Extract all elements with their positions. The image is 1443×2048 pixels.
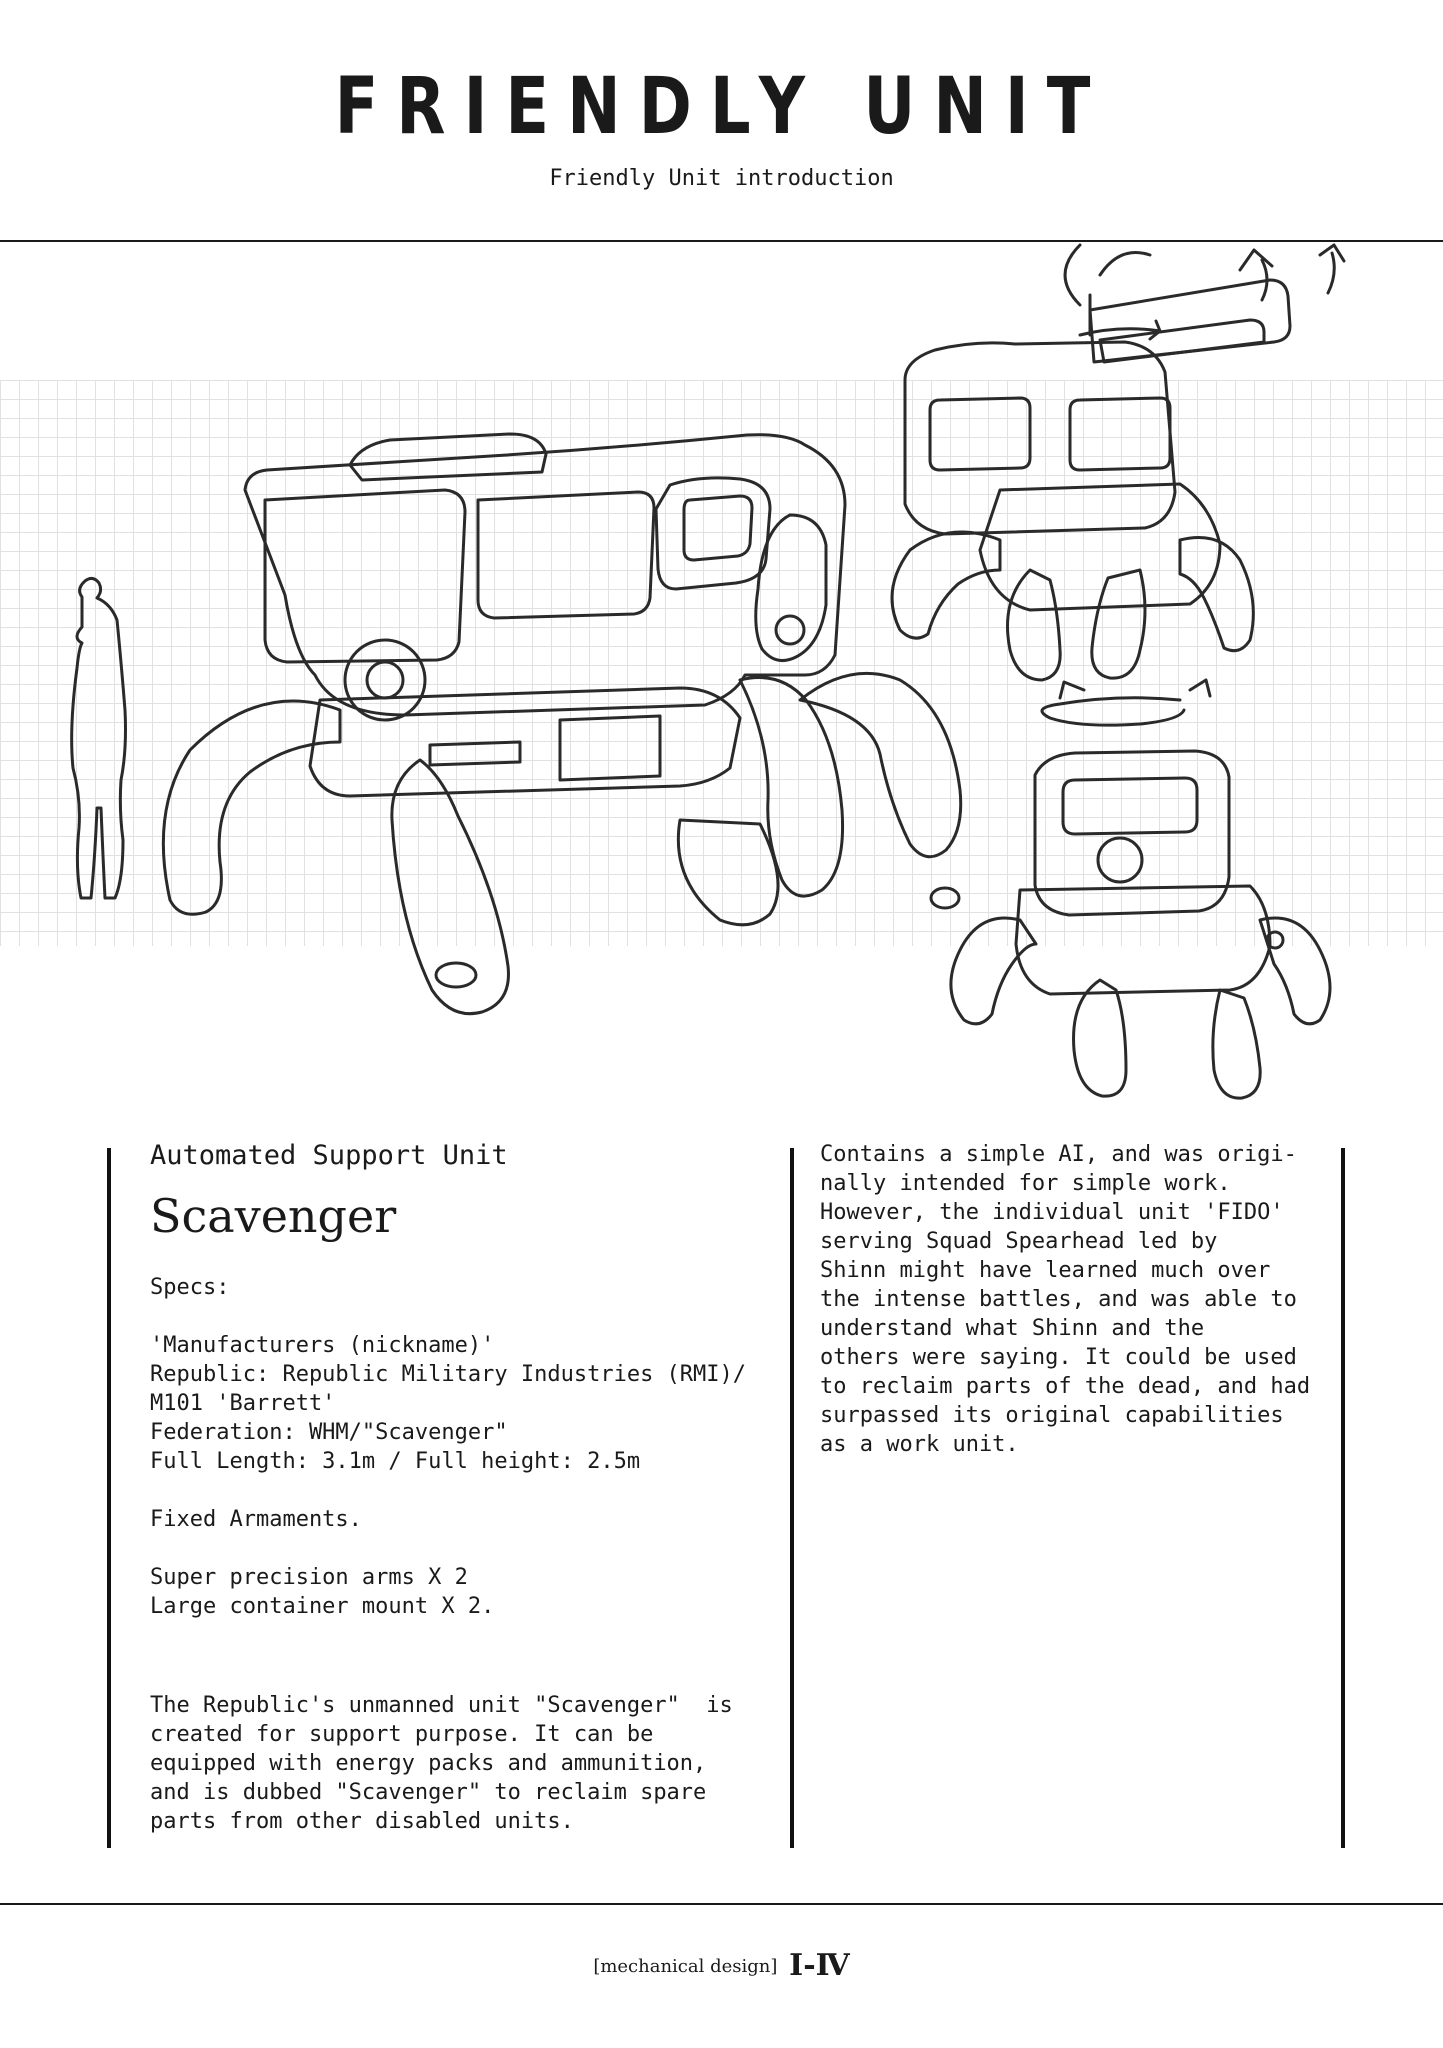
unit-description: The Republic's unmanned unit "Scavenger" is created for support purpose. It can be equipped with energy packs and ammunition, and is dubbed "Scavenger" to reclaim spare parts from other disabled units. [150,1693,733,1834]
rotate-arrow [1042,680,1210,725]
page-subtitle: Friendly Unit introduction [549,166,894,191]
unit-notes: Contains a simple AI, and was origi- nally intended for simple work. However, the individual unit 'FIDO' serving Squad Spearhead led by Shinn might have learned much over the intense battles, and was able to understand what Shinn and the others were saying. It could be used to reclaim parts of the dead, and had surpassed its original capabilities as a work unit. [820,1142,1311,1457]
bottom-divider [0,1903,1443,1905]
page-title: FRIENDLY UNIT [334,62,1109,152]
bottom-right-mech-drawing [951,751,1330,1098]
top-right-mech-drawing [892,245,1344,680]
unit-category: Automated Support Unit [150,1140,508,1171]
human-silhouette [72,578,126,898]
footer-section: [mechanical design] [593,1956,778,1977]
page-footer [0,1948,1443,1983]
left-text-column [150,1140,770,1836]
unit-name: Scavenger [150,1189,397,1243]
right-text-column [820,1140,1340,1459]
unit-specs: Specs: 'Manufacturers (nickname)' Republic: Republic Military Industries (RMI)/ M101 'Barrett' Federation: WHM/"Scavenger" Full Length: 3.1m / Full height: 2.5m Fixed Armaments. Super precision arms X 2 Large container mount X 2. [150,1275,747,1619]
column-rule-right [1341,1148,1345,1848]
page-number: I-Ⅳ [789,1948,850,1983]
column-rule-left [107,1148,111,1848]
mech-sketch-illustration [0,240,1443,1120]
main-mech-drawing [163,434,960,1014]
column-rule-middle [790,1148,794,1848]
